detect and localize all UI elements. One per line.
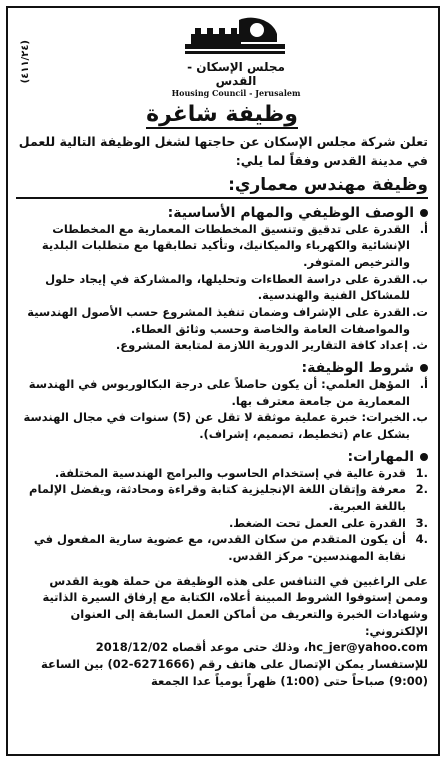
page-title: وظيفة شاغرة [146, 102, 298, 127]
bullet-icon [420, 453, 428, 461]
position-title: وظيفة مهندس معماري: [16, 175, 428, 199]
requirements-list [16, 376, 428, 443]
skills-heading: المهارات: [16, 449, 428, 465]
bullet-icon [420, 364, 428, 372]
list-item: 4. أن يكون المتقدم من سكان القدس، مع عضوية سارية المفعول في نقابة المهندسين- مركز القدس. [33, 532, 428, 563]
closing-paragraph: على الراغبين في التنافس على هذه الوظيفة من حملة هوية القدس وممن إستوفوا الشروط المبينة أعلاه، الكتابة مع إرفاق السيرة الذاتية وشهادات الخبرة والتعريف من أماكن العمل السابقة إلى العنوان الإلكتروني: [42, 573, 428, 638]
deadline-text: ، وذلك حتى موعد أقصاه 2018/12/02 [95, 640, 309, 655]
list-item: ث. إعداد كافة التقارير الدورية اللازمة لمتابعة المشروع. [115, 338, 428, 353]
logo-arabic-text: مجلس الإسكان - القدس [187, 60, 285, 88]
duties-heading: الوصف الوظيفي والمهام الأساسية: [16, 205, 428, 221]
intro-paragraph: تعلن شركة مجلس الإسكان عن حاجتها لشغل الوظيفة التالية للعمل في مدينة القدس وفقاً لما يلي: [18, 134, 428, 168]
housing-council-logo-icon [181, 14, 291, 58]
phone-line: للإستفسار يمكن الإتصال على هاتف رقم (6271666-02) بين الساعة (9:00) صباحاً حتى (1:00) ظهراً يومياً عدا الجمعة [41, 656, 428, 688]
contact-line [16, 639, 428, 656]
list-item: 2. معرفة وإتقان اللغة الإنجليزية كتابة وقراءة ومحادثة، ويفضل الإلمام باللغة العبرية. [29, 482, 428, 513]
list-item: أ. المؤهل العلمي: أن يكون حاصلاً على درجة البكالوريوس في الهندسة المعمارية من جامعة معترف بها. [28, 376, 428, 408]
list-item: أ. القدرة على تدقيق وتنسيق المخططات المعمارية مع المخططات الإنشائية والكهرباء والميكانيك، وتأكيد تطابقها مع متطلبات البلدية والترخيص المتوفر. [41, 221, 428, 269]
reference-number: (٤١١/٢٤) [20, 40, 31, 84]
duties-list [16, 221, 428, 354]
list-item: ب. القدرة على دراسة العطاءات وتحليلها، والمشاركة في إيجاد حلول للمشاكل الفنية والهندسية. [45, 271, 428, 303]
logo-english-text: Housing Council - Jerusalem [171, 88, 301, 98]
requirements-heading: شروط الوظيفة: [16, 360, 428, 376]
list-item: ت. القدرة على الإشراف وضمان تنفيذ المشروع حسب الأصول الهندسية والمواصفات العامة والخاصة وحسب وثائق العطاء. [27, 304, 428, 336]
header [16, 12, 428, 100]
contact-email-link[interactable]: hc_jer@yahoo.com [308, 640, 428, 655]
list-item: 1. قدرة عالية في إستخدام الحاسوب والبرامج الهندسية المختلفة. [54, 465, 428, 480]
job-ad-frame [6, 6, 440, 756]
list-item: ب. الخبرات: خبرة عملية موثقة لا تقل عن (5) سنوات في مجال الهندسة بشكل عام (تخطيط، تصميم، إشراف). [23, 410, 428, 441]
bullet-icon [420, 209, 428, 217]
skills-list [16, 465, 428, 565]
list-item: 3. القدرة على العمل تحت الضغط. [228, 515, 428, 530]
logo [166, 14, 306, 98]
